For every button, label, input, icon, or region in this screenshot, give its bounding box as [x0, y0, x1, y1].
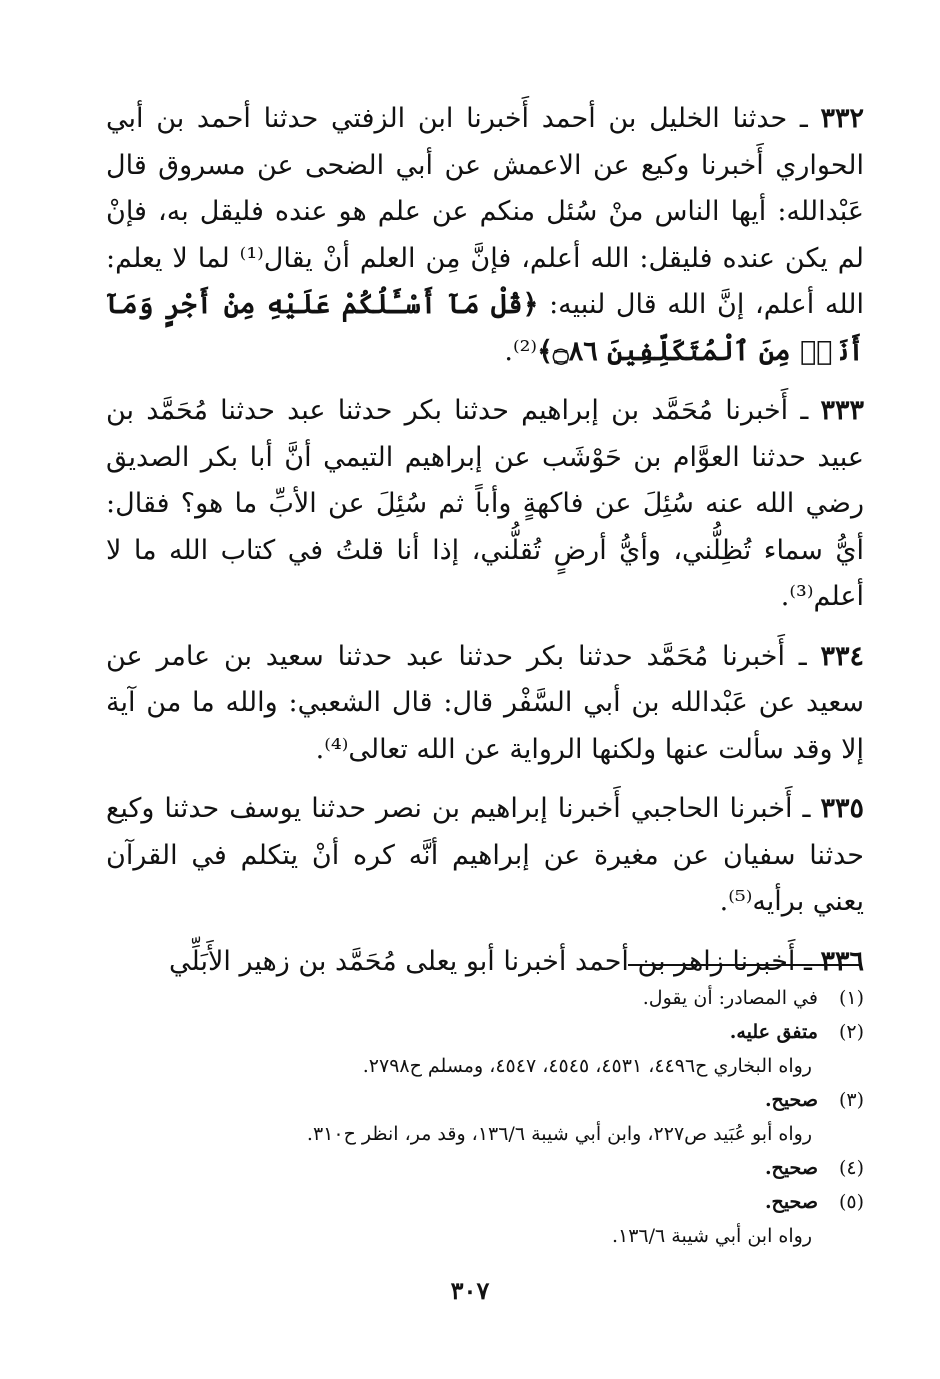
footnote-mark: (٣)	[838, 1089, 864, 1111]
hadith-number: ٣٣٣	[820, 395, 865, 426]
footnote-mark: (٥)	[838, 1191, 864, 1213]
footnote-4	[106, 1151, 864, 1185]
footnote-mark: (٤)	[838, 1157, 864, 1179]
footnote-text: في المصادر: أن يقول.	[642, 987, 818, 1009]
hadith-text: أَخبرنا زاهر بن أحمد أخبرنا أبو يعلى مُحَمَّد بن زهير الأَبَلِّي	[169, 945, 796, 977]
footnote-2	[106, 1015, 864, 1049]
hadith-332: ٣٣٢ ـ حدثنا الخليل بن أحمد أَخبرنا ابن الزفتي حدثنا أحمد بن أبي الحواري أَخبرنا وكيع عن الاعمش عن أبي الضحى عن مسروق قال عَبْدالله: أيها الناس منْ سُئل منكم عن علم هو عنده فليقل به، فإنْ لم يكن عنده فليقل: الله أعلم، فإنَّ مِن العلم أنْ يقال⁽¹⁾ لما لا يعلم: الله أعلم، إنَّ الله قال لنبيه: ﴿قُلْ مَآ أَسْـَٔلُكُمْ عَلَيْهِ مِنْ أَجْرٍ وَمَآ أَنَا۠ مِنَ ٱلْمُتَكَلِّفِينَ ۝٨٦﴾⁽²⁾.	[106, 103, 864, 367]
hadith-336: ٣٣٦ ـ أَخبرنا زاهر بن أحمد أخبرنا أبو يعلى مُحَمَّد بن زهير الأَبَلِّي	[169, 945, 864, 977]
footnote-text: رواه ابن أبي شيبة ١٣٦/٦.	[611, 1225, 812, 1247]
hadith-334: ٣٣٤ ـ أَخبرنا مُحَمَّد حدثنا بكر حدثنا عبد حدثنا سعيد بن عامر عن سعيد عن عَبْدالله بن أبي السَّفْر قال: قال الشعبي: والله ما من آية إلا وقد سألت عنها ولكنها الرواية عن الله تعالى⁽⁴⁾.	[106, 640, 864, 765]
footnote-ref: ⁽²⁾.	[504, 335, 538, 367]
page-number: ٣٠٧	[450, 1276, 490, 1305]
footnote-grade: صحيح.	[764, 1089, 818, 1111]
footnote-text: رواه أبو عُبَيد ص٢٢٧، وابن أبي شيبة ١٣٦/٦، وقد مر، انظر ح٣١٠.	[306, 1123, 812, 1145]
hadith-number: ٣٣٢	[820, 103, 864, 134]
footnote-1	[106, 981, 864, 1015]
quran-verse: ﴿قُلْ مَآ أَسْـَٔلُكُمْ عَلَيْهِ مِنْ أَجْرٍ وَمَآ أَنَا۠ مِنَ ٱلْمُتَكَلِّفِينَ ۝٨٦﴾	[106, 289, 864, 367]
hadith-text: أَخبرنا مُحَمَّد بن إبراهيم حدثنا بكر حدثنا عبد حدثنا مُحَمَّد بن عبيد حدثنا العوَّام بن حَوْشَب عن إبراهيم التيمي أنَّ أبا بكر الصديق رضي الله عنه سُئِلَ عن فاكهةٍ وأباً ثم سُئِلَ عن الأبِّ ما هو؟ فقال: أيُّ سماء تُظِلُّني، وأيُّ أرضٍ تُقلُّني، إذا أنا قلتُ في كتاب الله ما لا أعلم⁽³⁾.	[106, 395, 864, 612]
hadith-335: ٣٣٥ ـ أَخبرنا الحاجبي أَخبرنا إبراهيم بن نصر حدثنا يوسف حدثنا وكيع حدثنا سفيان عن مغيرة عن إبراهيم أنَّه كره أنْ يتكلم في القرآن يعني برأيه⁽⁵⁾.	[106, 793, 864, 917]
footnote-text: رواه البخاري ح٤٤٩٦، ٤٥٣١، ٤٥٤٥، ٤٥٤٧، ومسلم ح٢٧٩٨.	[362, 1055, 812, 1077]
footnote-grade: متفق عليه.	[729, 1021, 818, 1043]
hadith-number: ٣٣٦	[820, 945, 864, 977]
footnote-mark: (٢)	[838, 1021, 864, 1043]
footnote-5	[106, 1185, 864, 1219]
footnote-divider	[628, 964, 859, 966]
footnote-grade: صحيح.	[764, 1157, 818, 1179]
hadith-333: ٣٣٣ ـ أَخبرنا مُحَمَّد بن إبراهيم حدثنا بكر حدثنا عبد حدثنا مُحَمَّد بن عبيد حدثنا العوَّام بن حَوْشَب عن إبراهيم التيمي أنَّ أبا بكر الصديق رضي الله عنه سُئِلَ عن فاكهةٍ وأباً ثم سُئِلَ عن الأبِّ ما هو؟ فقال: أيُّ سماء تُظِلُّني، وأيُّ أرضٍ تُقلُّني، إذا أنا قلتُ في كتاب الله ما لا أعلم⁽³⁾.	[106, 395, 865, 612]
hadith-text: أَخبرنا مُحَمَّد حدثنا بكر حدثنا عبد حدثنا سعيد بن عامر عن سعيد عن عَبْدالله بن أبي السَّفْر قال: قال الشعبي: والله ما من آية إلا وقد سألت عنها ولكنها الرواية عن الله تعالى⁽⁴⁾.	[106, 640, 864, 765]
footnote-grade: صحيح.	[764, 1191, 818, 1213]
hadith-text: حدثنا الخليل بن أحمد أَخبرنا ابن الزفتي حدثنا أحمد بن أبي الحواري أَخبرنا وكيع عن الاعمش عن أبي الضحى عن مسروق قال عَبْدالله: أيها الناس منْ سُئل منكم عن علم هو عنده فليقل به، فإنْ لم يكن عنده فليقل: الله أعلم، فإنَّ مِن العلم أنْ يقال⁽¹⁾ لما لا يعلم: الله أعلم، إنَّ الله قال لنبيه:	[106, 103, 864, 320]
main-text	[106, 96, 864, 998]
hadith-number: ٣٣٥	[820, 793, 864, 824]
footnote-mark: (١)	[838, 987, 864, 1009]
footnote-3	[106, 1083, 864, 1117]
hadith-number: ٣٣٤	[820, 640, 864, 672]
footnotes	[106, 981, 864, 1253]
hadith-text: أَخبرنا الحاجبي أَخبرنا إبراهيم بن نصر حدثنا يوسف حدثنا وكيع حدثنا سفيان عن مغيرة عن إبراهيم أنَّه كره أنْ يتكلم في القرآن يعني برأيه⁽⁵⁾.	[106, 793, 864, 917]
